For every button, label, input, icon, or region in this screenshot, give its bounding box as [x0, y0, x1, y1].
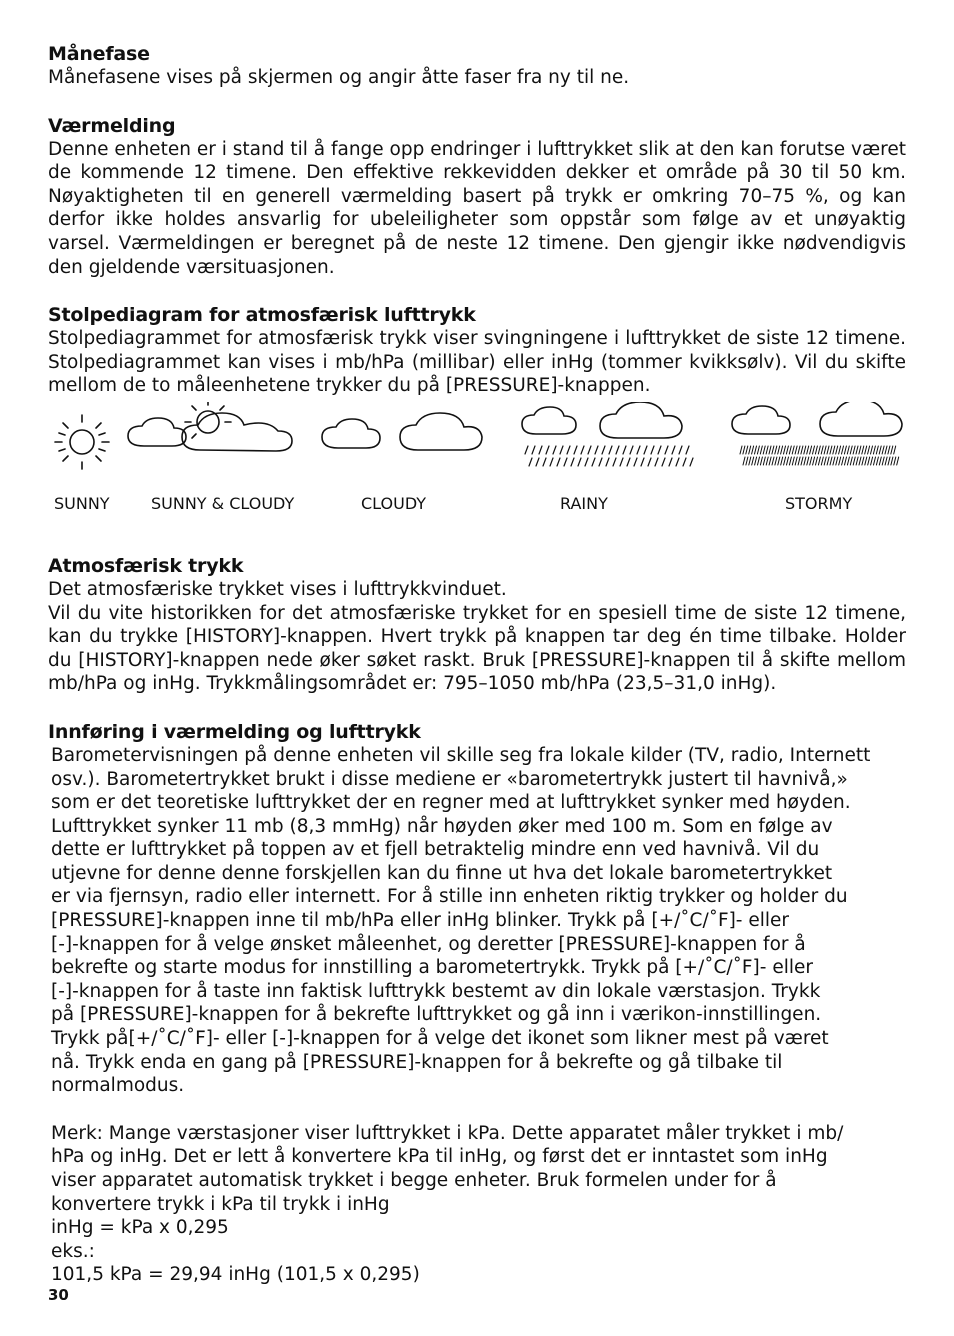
rain-drop [571, 458, 574, 466]
page-content [48, 42, 906, 1287]
intro-line: dette er lufttrykket på toppen av et fjell betraktelig mindre enn ved havnivå. Vil du [51, 839, 820, 861]
bar-heading: Stolpediagram for atmosfærisk lufttrykk [48, 304, 476, 327]
storm-drop [897, 457, 899, 465]
intro-line: Lufttrykket synker 11 mb (8,3 mmHg) når høyden øker med 100 m. Som en følge av [51, 815, 833, 837]
storm-drop [807, 446, 809, 454]
storm-drop [775, 446, 777, 454]
weather-icons-row [48, 402, 906, 534]
storm-drop [856, 457, 858, 465]
intro-line: nå. Trykk enda en gang på [PRESSURE]-knappen for å bekrefte og gå tilbake til [51, 1051, 783, 1073]
storm-drop [830, 457, 832, 465]
intro-line: på [PRESSURE]-knappen for å bekrefte lufttrykket og gå inn i værikon-innstillingen. [51, 1004, 822, 1026]
storm-drop [758, 457, 760, 465]
storm-drop [786, 446, 788, 454]
storm-drop [818, 446, 820, 454]
storm-drop [859, 446, 861, 454]
note-line: inHg = kPa x 0,295 [51, 1217, 229, 1239]
storm-drop [752, 457, 754, 465]
intro-line: bekrefte og starte modus for innstilling a barometertrykk. Trykk på [+/˚C/˚F]- eller [51, 957, 813, 979]
storm-drop [871, 446, 873, 454]
rain-drop [672, 446, 675, 454]
note-line: 101,5 kPa = 29,94 inHg (101,5 x 0,295) [51, 1264, 420, 1286]
rain-drop [655, 458, 658, 466]
storm-drop [746, 446, 748, 454]
rain-drop [669, 458, 672, 466]
storm-drop [842, 457, 844, 465]
storm-drop [801, 446, 803, 454]
storm-drop [871, 457, 873, 465]
rain-drop [557, 458, 560, 466]
rain-drop [567, 446, 570, 454]
storm-drop [891, 446, 893, 454]
storm-drop [859, 457, 861, 465]
intro-heading: Innføring i værmelding og lufttrykk [48, 720, 421, 743]
storm-drop [784, 457, 786, 465]
storm-drop [845, 457, 847, 465]
rain-drop [606, 458, 609, 466]
label-stormy: STORMY [785, 493, 853, 513]
rain-drop [634, 458, 637, 466]
intro-line: utjevne for denne denne forskjellen kan du finne ut hva det lokale barometertrykket [51, 862, 833, 884]
storm-drop [760, 446, 762, 454]
rain-drop [683, 458, 686, 466]
storm-drop [798, 457, 800, 465]
storm-lines [740, 446, 899, 465]
storm-drop [789, 446, 791, 454]
storm-drop [868, 446, 870, 454]
intro-line: [-]-knappen for å velge ønsket måleenhet, og deretter [PRESSURE]-knappen for å [51, 933, 806, 955]
rain-drop [588, 446, 591, 454]
rain-drop [662, 458, 665, 466]
rain-drop [609, 446, 612, 454]
storm-drop [798, 446, 800, 454]
storm-drop [862, 446, 864, 454]
intro-line: [PRESSURE]-knappen inne til mb/hPa eller inHg blinker. Trykk på [+/˚C/˚F]- eller [51, 910, 790, 932]
rain-drop [532, 446, 535, 454]
storm-drop [839, 457, 841, 465]
moon-text: Månefasene vises på skjermen og angir åtte faser fra ny til ne. [48, 67, 630, 88]
storm-drop [772, 446, 774, 454]
storm-drop [873, 446, 875, 454]
note-line: hPa og inHg. Det er lett å konvertere kPa til inHg, og først det er inntastet som inHg [51, 1146, 828, 1168]
rain-drop [525, 446, 528, 454]
storm-drop [778, 457, 780, 465]
storm-drop [743, 446, 745, 454]
storm-cloud-icon [732, 402, 902, 436]
label-sunny-cloudy: SUNNY & CLOUDY [151, 493, 295, 513]
storm-drop [853, 457, 855, 465]
rain-drop [529, 458, 532, 466]
storm-drop [891, 457, 893, 465]
storm-drop [885, 457, 887, 465]
rain-drop [592, 458, 595, 466]
storm-drop [888, 446, 890, 454]
storm-drop [827, 457, 829, 465]
label-rainy: RAINY [560, 493, 608, 513]
storm-drop [862, 457, 864, 465]
note-line: Merk: Mange værstasjoner viser lufttrykket i kPa. Dette apparatet måler trykket i mb/ [51, 1122, 844, 1144]
storm-drop [792, 457, 794, 465]
rain-drop [574, 446, 577, 454]
rain-drop [581, 446, 584, 454]
rain-drop [630, 446, 633, 454]
storm-drop [746, 457, 748, 465]
rain-drop [616, 446, 619, 454]
sun-cloud-icon [128, 402, 292, 451]
note-text [48, 1122, 906, 1287]
storm-drop [763, 457, 765, 465]
storm-drop [795, 446, 797, 454]
intro-line: osv.). Barometertrykket brukt i disse mediene er «barometertrykk justert til havnivå,» [51, 768, 848, 790]
rain-drop [539, 446, 542, 454]
pressure-heading: Atmosfærisk trykk [48, 554, 244, 577]
pressure-text-2: Vil du vite historikken for det atmosfæriske trykket for en spesiell time de siste 12 timene, kan du trykke [HISTORY]-knappen. Hvert trykk på knappen tar deg én time tilbake. Holder du [HISTORY]-knappen nede øker søket raskt. Bruk [PRESSURE]-knappen til å skifte mellom mb/hPa og inHg. Trykkmålingsområdet er: 795–1050 mb/hPa (23,5–31,0 inHg). [48, 602, 906, 695]
storm-drop [813, 446, 815, 454]
storm-drop [781, 457, 783, 465]
storm-drop [781, 446, 783, 454]
rain-drop [648, 458, 651, 466]
storm-drop [844, 446, 846, 454]
storm-drop [865, 446, 867, 454]
storm-drop [807, 457, 809, 465]
storm-drop [749, 446, 751, 454]
rain-drop [595, 446, 598, 454]
rain-lines [525, 446, 693, 466]
storm-drop [830, 446, 832, 454]
storm-drop [876, 446, 878, 454]
storm-drop [882, 446, 884, 454]
rain-drop [690, 458, 693, 466]
storm-drop [856, 446, 858, 454]
intro-line: normalmodus. [51, 1075, 185, 1097]
storm-drop [818, 457, 820, 465]
storm-drop [865, 457, 867, 465]
storm-drop [876, 457, 878, 465]
storm-drop [755, 457, 757, 465]
rain-drop [564, 458, 567, 466]
storm-drop [778, 446, 780, 454]
storm-drop [836, 457, 838, 465]
storm-drop [868, 457, 870, 465]
storm-drop [833, 446, 835, 454]
note-line: eks.: [51, 1240, 95, 1262]
storm-drop [766, 446, 768, 454]
storm-drop [769, 446, 771, 454]
intro-line: er via fjernsyn, radio eller internett. For å stille inn enheten riktig trykker og holder du [51, 886, 848, 908]
rain-drop [585, 458, 588, 466]
storm-drop [752, 446, 754, 454]
intro-line: som er det teoretiske lufttrykket der en regner med at lufttrykket synker med høyden. [51, 792, 851, 814]
rain-drop [536, 458, 539, 466]
rain-drop [641, 458, 644, 466]
note-line: viser apparatet automatisk trykket i begge enheter. Bruk formelen under for å [51, 1170, 777, 1191]
rain-drop [599, 458, 602, 466]
storm-drop [842, 446, 844, 454]
storm-drop [850, 457, 852, 465]
rain-drop [665, 446, 668, 454]
storm-drop [894, 457, 896, 465]
storm-drop [888, 457, 890, 465]
storm-drop [815, 446, 817, 454]
storm-drop [755, 446, 757, 454]
intro-line: Trykk på[+/˚C/˚F]- eller [-]-knappen for å velge det ikonet som likner mest på været [51, 1028, 829, 1050]
rain-drop [644, 446, 647, 454]
storm-drop [885, 446, 887, 454]
page-number: 30 [48, 1286, 69, 1304]
storm-drop [775, 457, 777, 465]
storm-drop [847, 457, 849, 465]
label-cloudy: CLOUDY [361, 493, 427, 513]
storm-drop [879, 446, 881, 454]
storm-drop [874, 457, 876, 465]
intro-text [48, 744, 906, 1098]
storm-drop [787, 457, 789, 465]
weather-icons-svg [48, 402, 906, 492]
storm-drop [760, 457, 762, 465]
sun-icon [55, 415, 109, 469]
rain-drop [623, 446, 626, 454]
storm-drop [789, 457, 791, 465]
rain-drop [679, 446, 682, 454]
storm-drop [850, 446, 852, 454]
storm-drop [763, 446, 765, 454]
moon-heading: Månefase [48, 43, 150, 65]
rain-drop [658, 446, 661, 454]
storm-drop [847, 446, 849, 454]
storm-drop [743, 457, 745, 465]
storm-drop [772, 457, 774, 465]
storm-drop [894, 446, 896, 454]
rain-drop [553, 446, 556, 454]
storm-drop [836, 446, 838, 454]
storm-drop [804, 446, 806, 454]
storm-drop [853, 446, 855, 454]
storm-drop [766, 457, 768, 465]
rain-drop [627, 458, 630, 466]
storm-drop [801, 457, 803, 465]
storm-drop [882, 457, 884, 465]
rain-drop [620, 458, 623, 466]
rain-drop [560, 446, 563, 454]
label-sunny: SUNNY [54, 493, 110, 513]
pressure-text-1: Det atmosfæriske trykket vises i lufttrykkvinduet. [48, 578, 507, 600]
storm-drop [792, 446, 794, 454]
rain-drop [637, 446, 640, 454]
storm-drop [879, 457, 881, 465]
storm-drop [810, 457, 812, 465]
rain-drop [686, 446, 689, 454]
storm-drop [813, 457, 815, 465]
forecast-heading: Værmelding [48, 114, 176, 137]
storm-drop [821, 457, 823, 465]
storm-drop [804, 457, 806, 465]
rain-drop [543, 458, 546, 466]
storm-drop [824, 446, 826, 454]
intro-line: [-]-knappen for å taste inn faktisk lufttrykk bestemt av din lokale værstasjon. Trykk [51, 980, 821, 1002]
note-line: konvertere trykk i kPa til trykk i inHg [51, 1193, 390, 1215]
storm-drop [757, 446, 759, 454]
storm-drop [769, 457, 771, 465]
rain-drop [546, 446, 549, 454]
rain-drop [613, 458, 616, 466]
rain-drop [550, 458, 553, 466]
rain-drop [651, 446, 654, 454]
cloud-icon [322, 413, 482, 450]
rain-drop [578, 458, 581, 466]
storm-drop [821, 446, 823, 454]
storm-drop [740, 446, 742, 454]
storm-drop [795, 457, 797, 465]
storm-drop [749, 457, 751, 465]
rain-cloud-icon [522, 402, 682, 438]
storm-drop [839, 446, 841, 454]
storm-drop [827, 446, 829, 454]
bar-text: Stolpediagrammet for atmosfærisk trykk viser svingningene i lufttrykket de siste 12 timene. Stolpediagrammet kan vises i mb/hPa (millibar) eller inHg (tommer kvikksølv). Vil du skifte mellom de to måleenhetene trykker du på [PRESSURE]-knappen. [48, 328, 906, 397]
intro-line: Barometervisningen på denne enheten vil skille seg fra lokale kilder (TV, radio, Internett [51, 744, 871, 766]
storm-drop [824, 457, 826, 465]
forecast-text: Denne enheten er i stand til å fange opp endringer i lufttrykket slik at den kan forutse været de kommende 12 timene. Den effektive rekkevidden dekker et område på 30 til 50 km. Nøyaktigheten til en generell værmelding basert på trykk er omkring 70–75 %, og kan derfor ikke holdes ansvarlig for ubeleiligheter som oppstår som følge av et unøyaktig varsel. Værmeldingen er beregnet på de neste 12 timene. Den gjengir ikke nødvendigvis den gjeldende værsituasjonen. [48, 138, 906, 278]
storm-drop [810, 446, 812, 454]
rain-drop [676, 458, 679, 466]
storm-drop [784, 446, 786, 454]
storm-drop [816, 457, 818, 465]
rain-drop [602, 446, 605, 454]
storm-drop [833, 457, 835, 465]
